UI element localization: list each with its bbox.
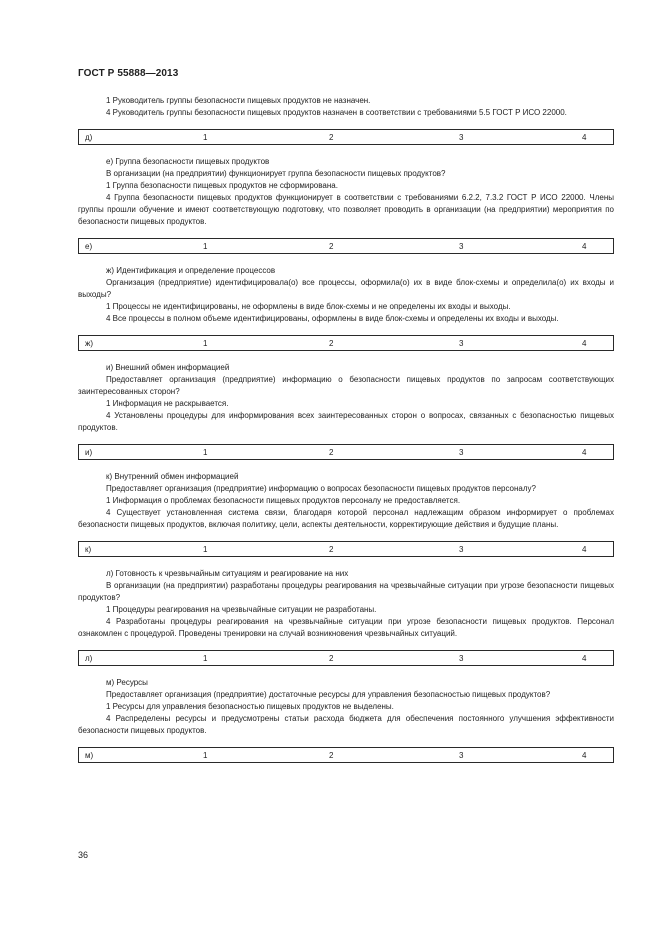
section-k [78, 471, 614, 531]
scale-value-4: 4 [582, 654, 587, 663]
scale-value-1: 1 [203, 133, 208, 142]
section-question: В организации (на предприятии) разработаны процедуры реагирования на чрезвычайные ситуации при угрозе безопасности пищевых продуктов? [78, 581, 614, 602]
scale-label: л) [85, 654, 93, 663]
scale-value-1: 1 [203, 545, 208, 554]
scale-value-3: 3 [459, 448, 464, 457]
scale-value-2: 2 [329, 448, 334, 457]
section-heading: е) Группа безопасности пищевых продуктов [106, 157, 270, 166]
page-content [78, 95, 614, 774]
section-question: Организация (предприятие) идентифицировала(о) все процессы, оформила(о) их в виде блок-схемы и определила(о) их входы и выходы? [78, 278, 614, 299]
rating-scale-k [78, 541, 614, 557]
section-e [78, 156, 614, 228]
intro-block [78, 95, 614, 119]
scale-value-2: 2 [329, 242, 334, 251]
rating-scale-l [78, 650, 614, 666]
answer-1: 1 Процедуры реагирования на чрезвычайные ситуации не разработаны. [106, 605, 377, 614]
scale-value-1: 1 [203, 654, 208, 663]
scale-value-1: 1 [203, 242, 208, 251]
answer-1: 1 Процессы не идентифицированы, не оформлены в виде блок-схемы и не определены их входы и выходы. [106, 302, 511, 311]
answer-1: 1 Ресурсы для управления безопасностью пищевых продуктов не выделены. [106, 702, 394, 711]
section-question: Предоставляет организация (предприятие) достаточные ресурсы для управления безопасностью пищевых продуктов? [106, 690, 551, 699]
answer-4: 4 Существует установленная система связи, благодаря которой персонал надлежащим образом информирует о проблемах безопасности пищевых продуктов, включая политику, цели, аспекты деятельности, корректирующие действия и будущие планы. [78, 508, 614, 529]
scale-value-4: 4 [582, 448, 587, 457]
scale-label: м) [85, 751, 94, 760]
section-l [78, 568, 614, 640]
scale-label: к) [85, 545, 92, 554]
scale-value-1: 1 [203, 751, 208, 760]
rating-scale-i [78, 444, 614, 460]
answer-4: 4 Распределены ресурсы и предусмотрены статьи расхода бюджета для обеспечения постоянного улучшения эффективности безопасности пищевых продуктов. [78, 714, 614, 735]
scale-value-3: 3 [459, 654, 464, 663]
rating-scale-e [78, 238, 614, 254]
scale-value-4: 4 [582, 133, 587, 142]
scale-value-1: 1 [203, 448, 208, 457]
scale-value-4: 4 [582, 545, 587, 554]
section-heading: ж) Идентификация и определение процессов [106, 266, 276, 275]
section-heading: и) Внешний обмен информацией [106, 363, 230, 372]
answer-4: 4 Разработаны процедуры реагирования на чрезвычайные ситуации при угрозе безопасности пищевых продуктов. Персонал ознакомлен с процедурой. Проведены тренировки на случай возникновения чрезвычайных ситуаций. [78, 617, 614, 638]
scale-value-1: 1 [203, 339, 208, 348]
page-number: 36 [78, 850, 89, 860]
rating-scale-m [78, 747, 614, 763]
scale-value-2: 2 [329, 545, 334, 554]
scale-value-3: 3 [459, 339, 464, 348]
document-header: ГОСТ Р 55888—2013 [78, 68, 179, 79]
scale-value-3: 3 [459, 751, 464, 760]
scale-value-4: 4 [582, 339, 587, 348]
section-question: В организации (на предприятии) функционирует группа безопасности пищевых продуктов? [106, 169, 446, 178]
scale-value-2: 2 [329, 654, 334, 663]
answer-4: 4 Все процессы в полном объеме идентифицированы, оформлены в виде блок-схемы и определены их входы и выходы. [106, 314, 559, 323]
answer-4: 4 Установлены процедуры для информирования всех заинтересованных сторон о вопросах, связанных с безопасностью пищевых продуктов. [78, 411, 614, 432]
section-i [78, 362, 614, 434]
answer-1: 1 Информация о проблемах безопасности пищевых продуктов персоналу не предоставляется. [106, 496, 461, 505]
scale-value-3: 3 [459, 133, 464, 142]
scale-label: д) [85, 133, 93, 142]
answer-1: 1 Группа безопасности пищевых продуктов не сформирована. [106, 181, 338, 190]
section-heading: к) Внутренний обмен информацией [106, 472, 239, 481]
rating-scale-zh [78, 335, 614, 351]
answer-1: 1 Руководитель группы безопасности пищевых продуктов не назначен. [106, 96, 371, 105]
scale-value-4: 4 [582, 751, 587, 760]
scale-value-3: 3 [459, 242, 464, 251]
section-heading: м) Ресурсы [106, 678, 148, 687]
scale-label: и) [85, 448, 93, 457]
answer-4: 4 Руководитель группы безопасности пищевых продуктов назначен в соответствии с требованиями 5.5 ГОСТ Р ИСО 22000. [106, 108, 567, 117]
section-question: Предоставляет организация (предприятие) информацию о безопасности пищевых продуктов по запросам соответствующих заинтересованных сторон? [78, 375, 614, 396]
answer-1: 1 Информация не раскрывается. [106, 399, 229, 408]
scale-label: е) [85, 242, 93, 251]
rating-scale-d [78, 129, 614, 145]
scale-value-2: 2 [329, 133, 334, 142]
scale-label: ж) [85, 339, 94, 348]
scale-value-4: 4 [582, 242, 587, 251]
section-m [78, 677, 614, 737]
scale-value-2: 2 [329, 751, 334, 760]
section-question: Предоставляет организация (предприятие) информацию о вопросах безопасности пищевых продуктов персоналу? [106, 484, 536, 493]
scale-value-2: 2 [329, 339, 334, 348]
section-zh [78, 265, 614, 325]
scale-value-3: 3 [459, 545, 464, 554]
answer-4: 4 Группа безопасности пищевых продуктов функционирует в соответствии с требованиями 6.2.2, 7.3.2 ГОСТ Р ИСО 22000. Члены группы прошли обучение и имеют соответствующую подготовку, что позволяет проводить в организации (на предприятии) мероприятия по безопасности пищевых продуктов. [78, 193, 614, 226]
section-heading: л) Готовность к чрезвычайным ситуациям и реагирование на них [106, 569, 349, 578]
